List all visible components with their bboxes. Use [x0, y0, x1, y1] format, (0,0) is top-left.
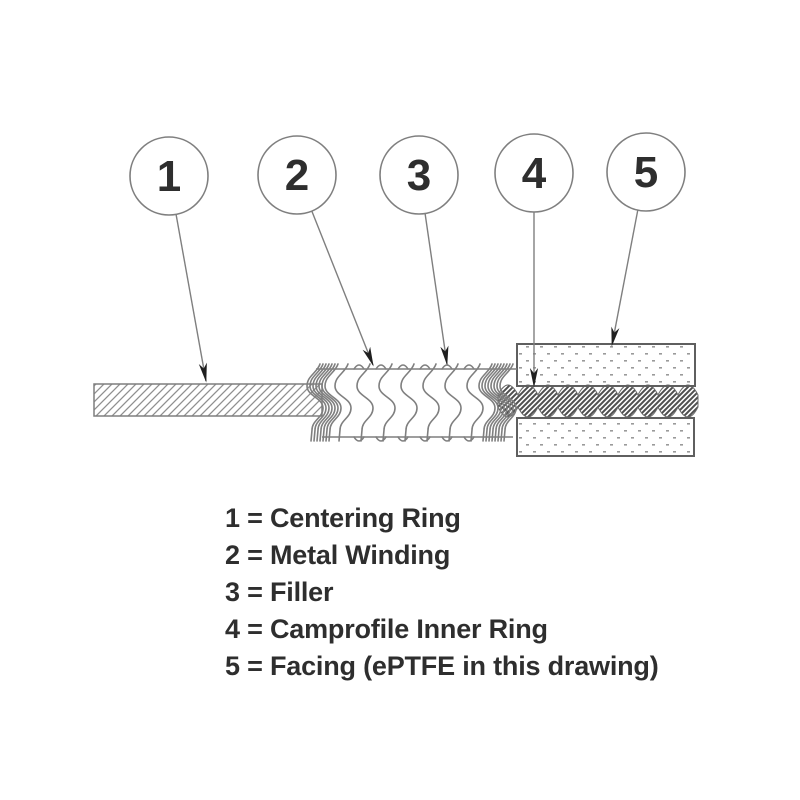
callout-3 [380, 136, 458, 214]
legend-item-4: 4 = Camprofile Inner Ring [225, 614, 548, 644]
leader-arrow-2 [311, 209, 373, 365]
legend-item-1: 1 = Centering Ring [225, 503, 461, 533]
legend-item-5: 5 = Facing (ePTFE in this drawing) [225, 651, 659, 681]
callout-number-1: 1 [156, 152, 182, 201]
callout-4 [495, 134, 573, 212]
leader-arrow-1 [176, 214, 206, 381]
callout-5 [607, 133, 685, 211]
centering-ring [94, 384, 322, 416]
callout-number-4: 4 [521, 149, 547, 198]
callout-2 [258, 136, 336, 214]
facing-top [517, 344, 695, 386]
facing-bottom [517, 418, 694, 456]
callout-number-5: 5 [633, 148, 659, 197]
callout-1 [130, 137, 208, 215]
legend-item-2: 2 = Metal Winding [225, 540, 451, 570]
callout-number-3: 3 [406, 151, 432, 200]
callout-number-2: 2 [284, 151, 310, 200]
camprofile-inner-ring [498, 385, 698, 417]
legend-item-3: 3 = Filler [225, 577, 334, 607]
metal-winding [307, 364, 517, 441]
leader-arrow-5 [612, 209, 638, 345]
leader-arrow-3 [425, 213, 447, 364]
legend [225, 500, 659, 685]
